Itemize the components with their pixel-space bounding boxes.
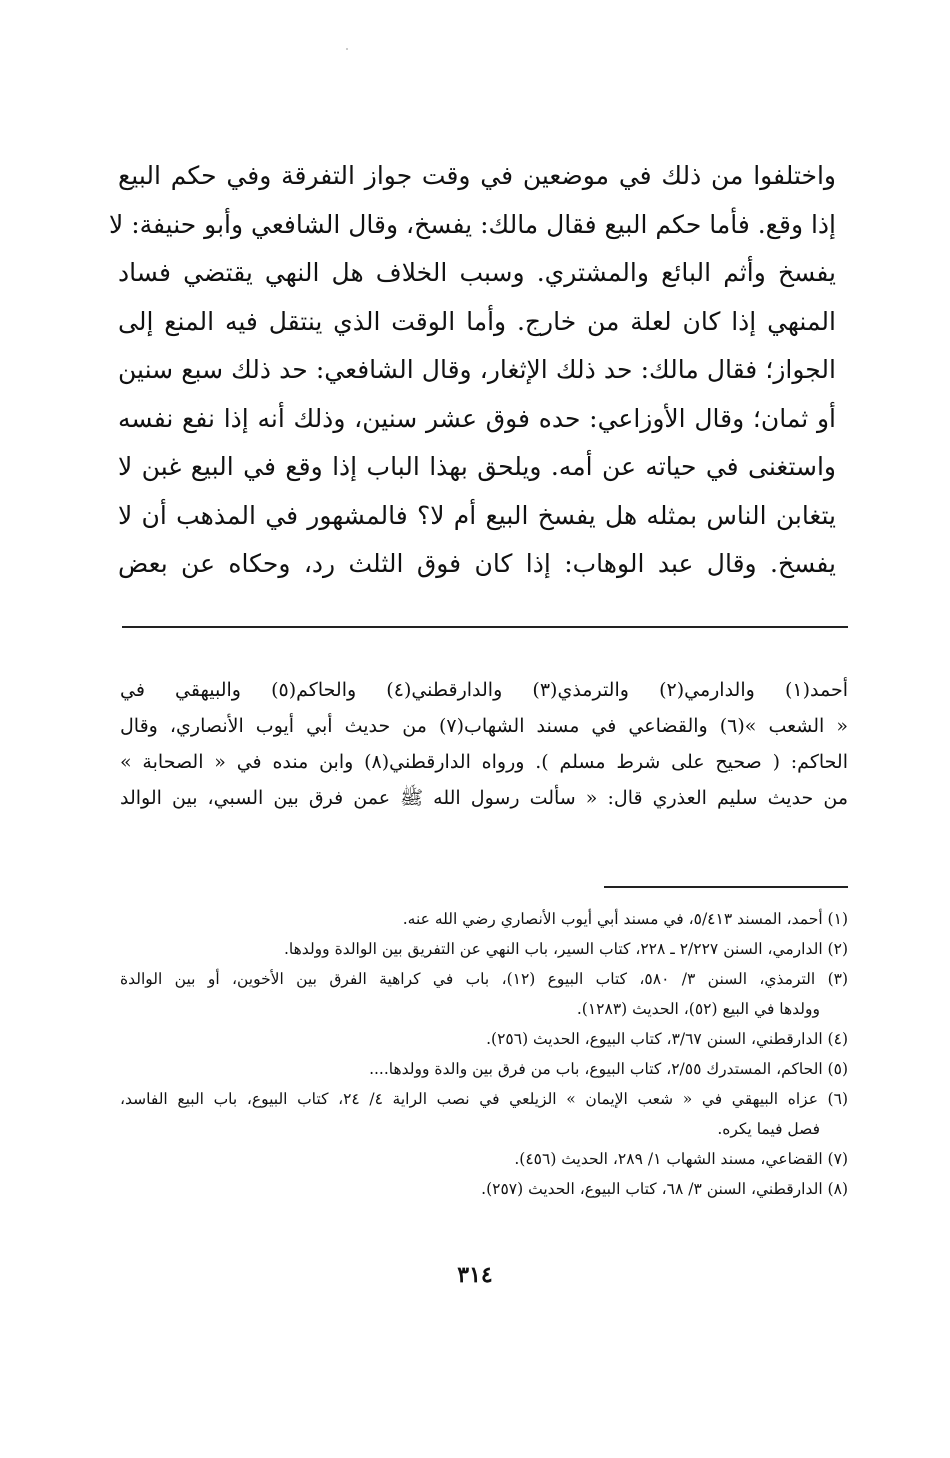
footnote-7 xyxy=(120,1144,848,1174)
page-number: ٣١٤ xyxy=(457,1262,493,1288)
main-text-line: يتغابن الناس بمثله هل يفسخ البيع أم لا؟ فالمشهور في المذهب أن لا xyxy=(118,500,836,530)
footnote-line-continued: وولدها في البيع (٥٢)، الحديث (١٢٨٣). xyxy=(576,1000,820,1018)
footnote-1 xyxy=(120,904,848,934)
main-text-line: المنهي إذا كان لعلة من خارج. وأما الوقت الذي ينتقل فيه المنع إلى xyxy=(118,306,836,336)
footnote-line: (٧) القضاعي، مسند الشهاب ١/ ٢٨٩، الحديث (٤٥٦). xyxy=(514,1150,848,1168)
footnote-line: (٦) عزاه البيهقي في « شعب الإيمان » الزيلعي في نصب الراية ٤/ ٢٤، كتاب البيوع، باب البيع الفاسد، xyxy=(120,1090,848,1108)
continued-footnote-line: من حديث سليم العذري قال: « سألت رسول الله ﷺ عمن فرق بين السبي، بين الوالد xyxy=(120,787,848,809)
footnote-5 xyxy=(120,1054,848,1084)
separator-rule xyxy=(122,626,848,628)
footnote-2 xyxy=(120,934,848,964)
scan-speck xyxy=(346,48,348,50)
continued-footnote-line: أحمد(١) والدارمي(٢) والترمذي(٣) والدارقطني(٤) والحاكم(٥) والبيهقي في xyxy=(120,679,848,701)
footnote-4 xyxy=(120,1024,848,1054)
footnote-3 xyxy=(120,964,848,1024)
footnote-line: (٥) الحاكم، المستدرك ٢/٥٥، كتاب البيوع، باب من فرق بين والدة وولدها.... xyxy=(369,1060,848,1078)
main-text-line: واستغنى في حياته عن أمه. ويلحق بهذا الباب إذا وقع في البيع غبن لا xyxy=(118,452,836,481)
footnote-6 xyxy=(120,1084,848,1144)
footnote-separator-rule xyxy=(604,886,848,888)
main-text-line: الجواز؛ فقال مالك: حد ذلك الإثغار، وقال الشافعي: حد ذلك سبع سنين xyxy=(118,355,836,384)
footnote-line-continued: فصل فيما يكره. xyxy=(717,1120,820,1138)
continued-footnote-line: الحاكم: ( صحيح على شرط مسلم ). ورواه الدارقطني(٨) وابن منده في « الصحابة » xyxy=(120,751,848,773)
main-text-line: يفسخ. وقال عبد الوهاب: إذا كان فوق الثلث رد، وحكاه عن بعض xyxy=(118,549,836,578)
continued-footnote-block xyxy=(120,672,848,816)
main-text-line: إذا وقع. فأما حكم البيع فقال مالك: يفسخ، وقال الشافعي وأبو حنيفة: لا xyxy=(108,209,836,239)
main-text-line: واختلفوا من ذلك في موضعين في وقت جواز التفرقة وفي حكم البيع xyxy=(118,161,836,190)
footnote-8 xyxy=(120,1174,848,1204)
main-text-line: يفسخ وأثم البائع والمشتري. وسبب الخلاف هل النهي يقتضي فساد xyxy=(118,258,836,287)
footnote-line: (٤) الدارقطني، السنن ٣/٦٧، كتاب البيوع، الحديث (٢٥٦). xyxy=(486,1030,848,1048)
continued-footnote-line: « الشعب »(٦) والقضاعي في مسند الشهاب(٧) من حديث أبي أيوب الأنصاري، وقال xyxy=(120,715,848,737)
footnote-line: (٢) الدارمي، السنن ٢/٢٢٧ ـ ٢٢٨، كتاب السير، باب النهي عن التفريق بين الوالدة وولدها. xyxy=(283,940,848,958)
footnote-line: (٣) الترمذي، السنن ٣/ ٥٨٠، كتاب البيوع (١٢)، باب في كراهية الفرق بين الأخوين، أو بين الوالدة xyxy=(120,970,849,988)
main-text xyxy=(108,152,836,589)
footnote-line: (٨) الدارقطني، السنن ٣/ ٦٨، كتاب البيوع، الحديث (٢٥٧). xyxy=(481,1180,848,1198)
main-text-line: أو ثمان؛ وقال الأوزاعي: حده فوق عشر سنين، وذلك أنه إذا نفع نفسه xyxy=(118,403,836,433)
footnotes-list xyxy=(120,904,848,1204)
footnote-line: (١) أحمد، المسند ٥/٤١٣، في مسند أبي أيوب الأنصاري رضي الله عنه. xyxy=(402,910,848,928)
